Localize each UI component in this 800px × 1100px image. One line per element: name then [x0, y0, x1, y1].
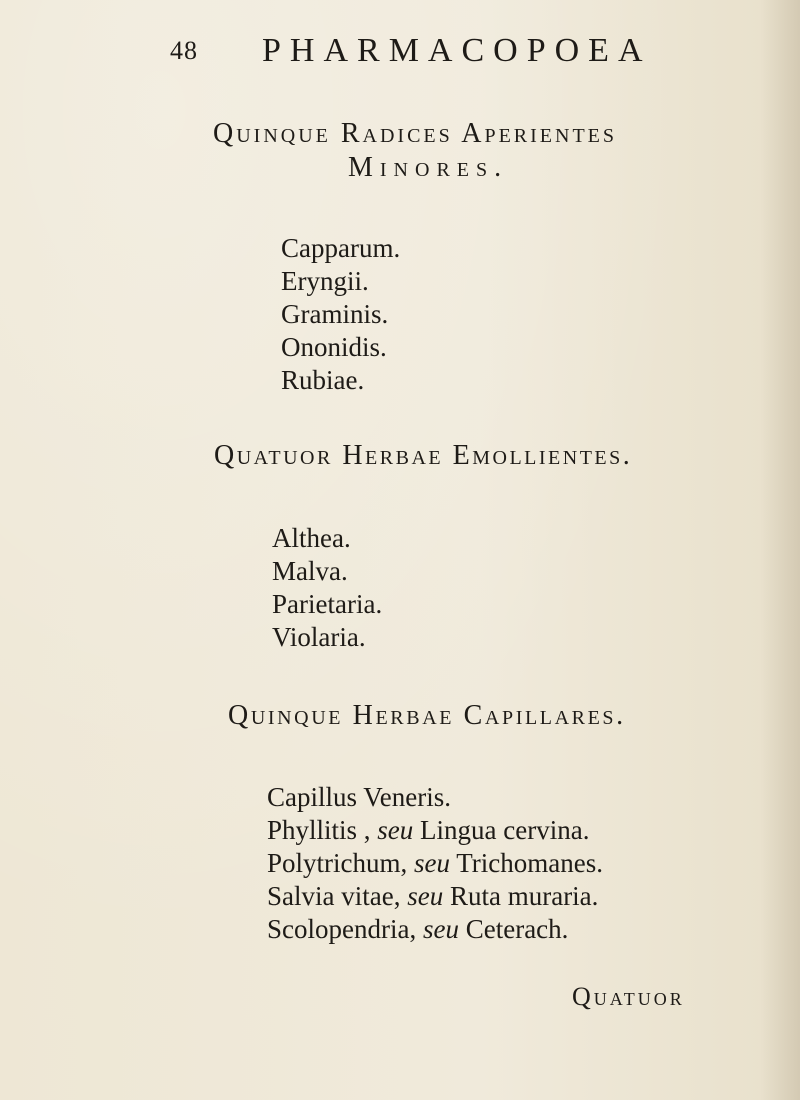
list-item: Rubiae.	[281, 365, 365, 395]
page-number: 48	[170, 36, 198, 65]
list-item: Althea.	[272, 523, 351, 553]
list-item: Ononidis.	[281, 332, 387, 362]
list-item: Eryngii.	[281, 266, 369, 296]
list-item: Scolopendria, seu Ceterach.	[267, 914, 569, 944]
list-item: Malva.	[272, 556, 348, 586]
section-3-title: Quinque Herbae Capillares.	[228, 700, 626, 731]
section-1-list	[281, 232, 400, 397]
section-1-title-line2: Minores.	[348, 152, 509, 183]
page-edge-shadow	[760, 0, 800, 1100]
list-item: Polytrichum, seu Trichomanes.	[267, 848, 604, 878]
section-2-list	[272, 522, 382, 654]
list-item: Salvia vitae, seu Ruta muraria.	[267, 881, 599, 911]
catchword: Quatuor	[572, 982, 685, 1011]
list-item: Capparum.	[281, 233, 401, 263]
list-item: Graminis.	[281, 299, 389, 329]
list-item: Violaria.	[272, 622, 366, 652]
section-2-title: Quatuor Herbae Emollientes.	[214, 440, 633, 471]
section-1-title: Quinque Radices Aperientes	[213, 118, 618, 149]
running-title: PHARMACOPOEA	[262, 32, 652, 69]
list-item: Capillus Veneris.	[267, 782, 451, 812]
section-3-list	[267, 781, 603, 946]
list-item: Phyllitis , seu Lingua cervina.	[267, 815, 590, 845]
list-item: Parietaria.	[272, 589, 383, 619]
